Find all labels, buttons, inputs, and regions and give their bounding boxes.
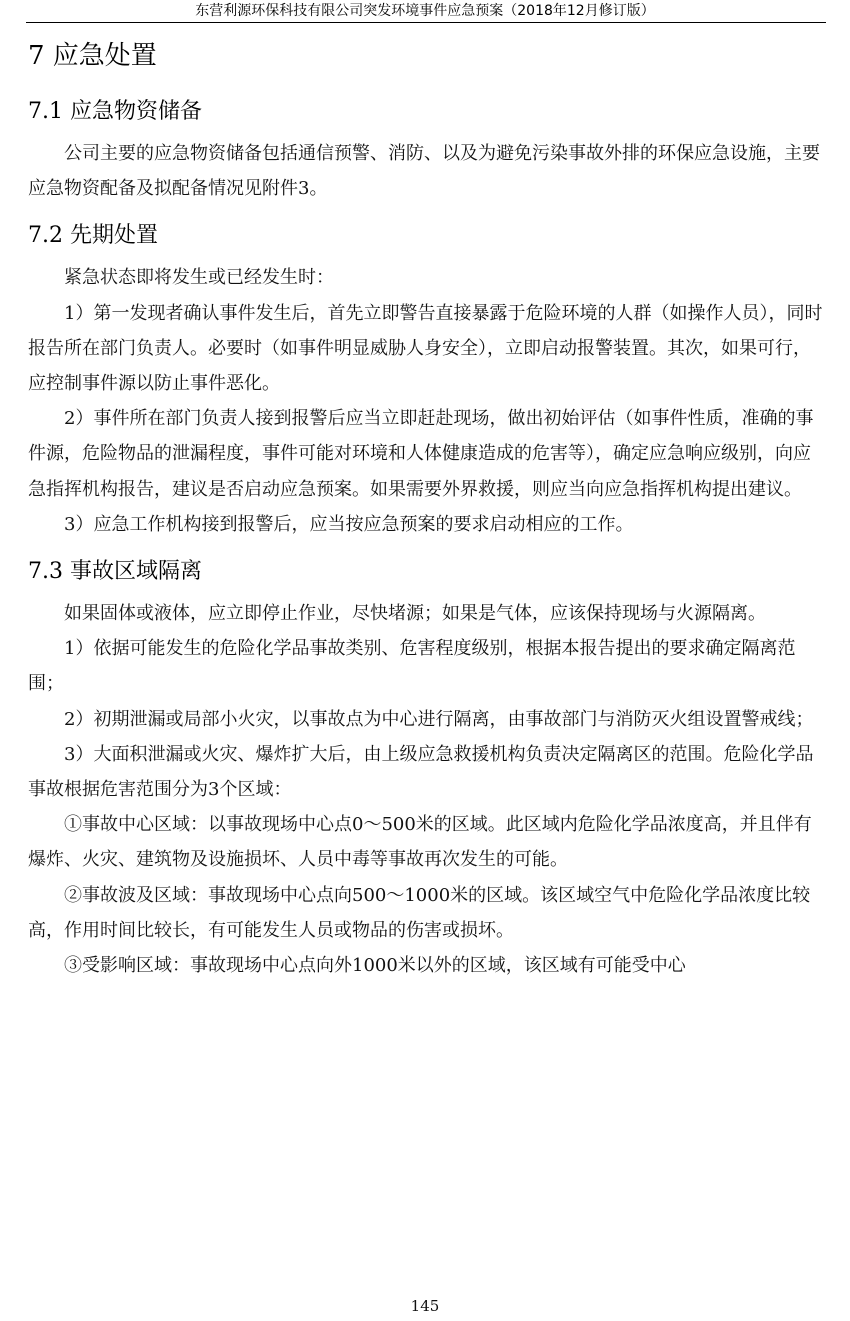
section-7-3-zone-3: ③受影响区域：事故现场中心点向外1000米以外的区域，该区域有可能受中心 (64, 955, 686, 977)
document-header: 东营利源环保科技有限公司突发环境事件应急预案（2018年12月修订版） (195, 3, 655, 19)
section-7-1-title: 7.1 应急物资储备 (28, 99, 202, 124)
section-7-3-zone-1: ①事故中心区域：以事故现场中心点0～500米的区域。此区域内危险化学品浓度高，并且伴有爆炸、火灾、建筑物及设施损坏、人员中毒等事故再次发生的可能。 (28, 814, 812, 871)
section-7-2-item-1: 1）第一发现者确认事件发生后，首先立即警告直接暴露于危险环境的人群（如操作人员），同时报告所在部门负责人。必要时（如事件明显威胁人身安全），立即启动报警装置。其次，如果可行，应控制事件源以防止事件恶化。 (28, 302, 823, 395)
section-7-2-intro: 紧急状态即将发生或已经发生时： (64, 267, 334, 289)
section-7-1-paragraph: 公司主要的应急物资储备包括通信预警、消防、以及为避免污染事故外排的环保应急设施，主要应急物资配备及拟配备情况见附件3。 (28, 143, 820, 200)
header-rule (26, 22, 826, 23)
section-7-2-item-2: 2）事件所在部门负责人接到报警后应当立即赶赴现场，做出初始评估（如事件性质，准确的事件源，危险物品的泄漏程度，事件可能对环境和人体健康造成的危害等），确定应急响应级别，向应急指挥机构报告，建议是否启动应急预案。如果需要外界救援，则应当向应急指挥机构提出建议。 (28, 408, 814, 500)
section-7-3-item-3: 3）大面积泄漏或火灾、爆炸扩大后，由上级应急救援机构负责决定隔离区的范围。危险化学品事故根据危害范围分为3个区域： (28, 743, 814, 801)
section-7-3-item-2: 2）初期泄漏或局部小火灾，以事故点为中心进行隔离，由事故部门与消防灭火组设置警戒线； (64, 708, 814, 730)
page-number: 145 (410, 1297, 440, 1315)
section-7-3-item-1: 1）依据可能发生的危险化学品事故类别、危害程度级别，根据本报告提出的要求确定隔离范围； (28, 638, 796, 695)
section-7-3-zone-2: ②事故波及区域：事故现场中心点向500～1000米的区域。该区域空气中危险化学品浓度比较高，作用时间比较长，有可能发生人员或物品的伤害或损坏。 (28, 884, 811, 941)
section-7-3-title: 7.3 事故区域隔离 (28, 559, 202, 585)
section-7-3-intro: 如果固体或液体，应立即停止作业，尽快堵源；如果是气体，应该保持现场与火源隔离。 (64, 603, 766, 625)
section-7-2-title: 7.2 先期处置 (28, 223, 158, 249)
section-7-2-item-3: 3）应急工作机构接到报警后，应当按应急预案的要求启动相应的工作。 (64, 513, 634, 535)
chapter-title: 7 应急处置 (28, 41, 157, 71)
document-body (28, 30, 825, 983)
